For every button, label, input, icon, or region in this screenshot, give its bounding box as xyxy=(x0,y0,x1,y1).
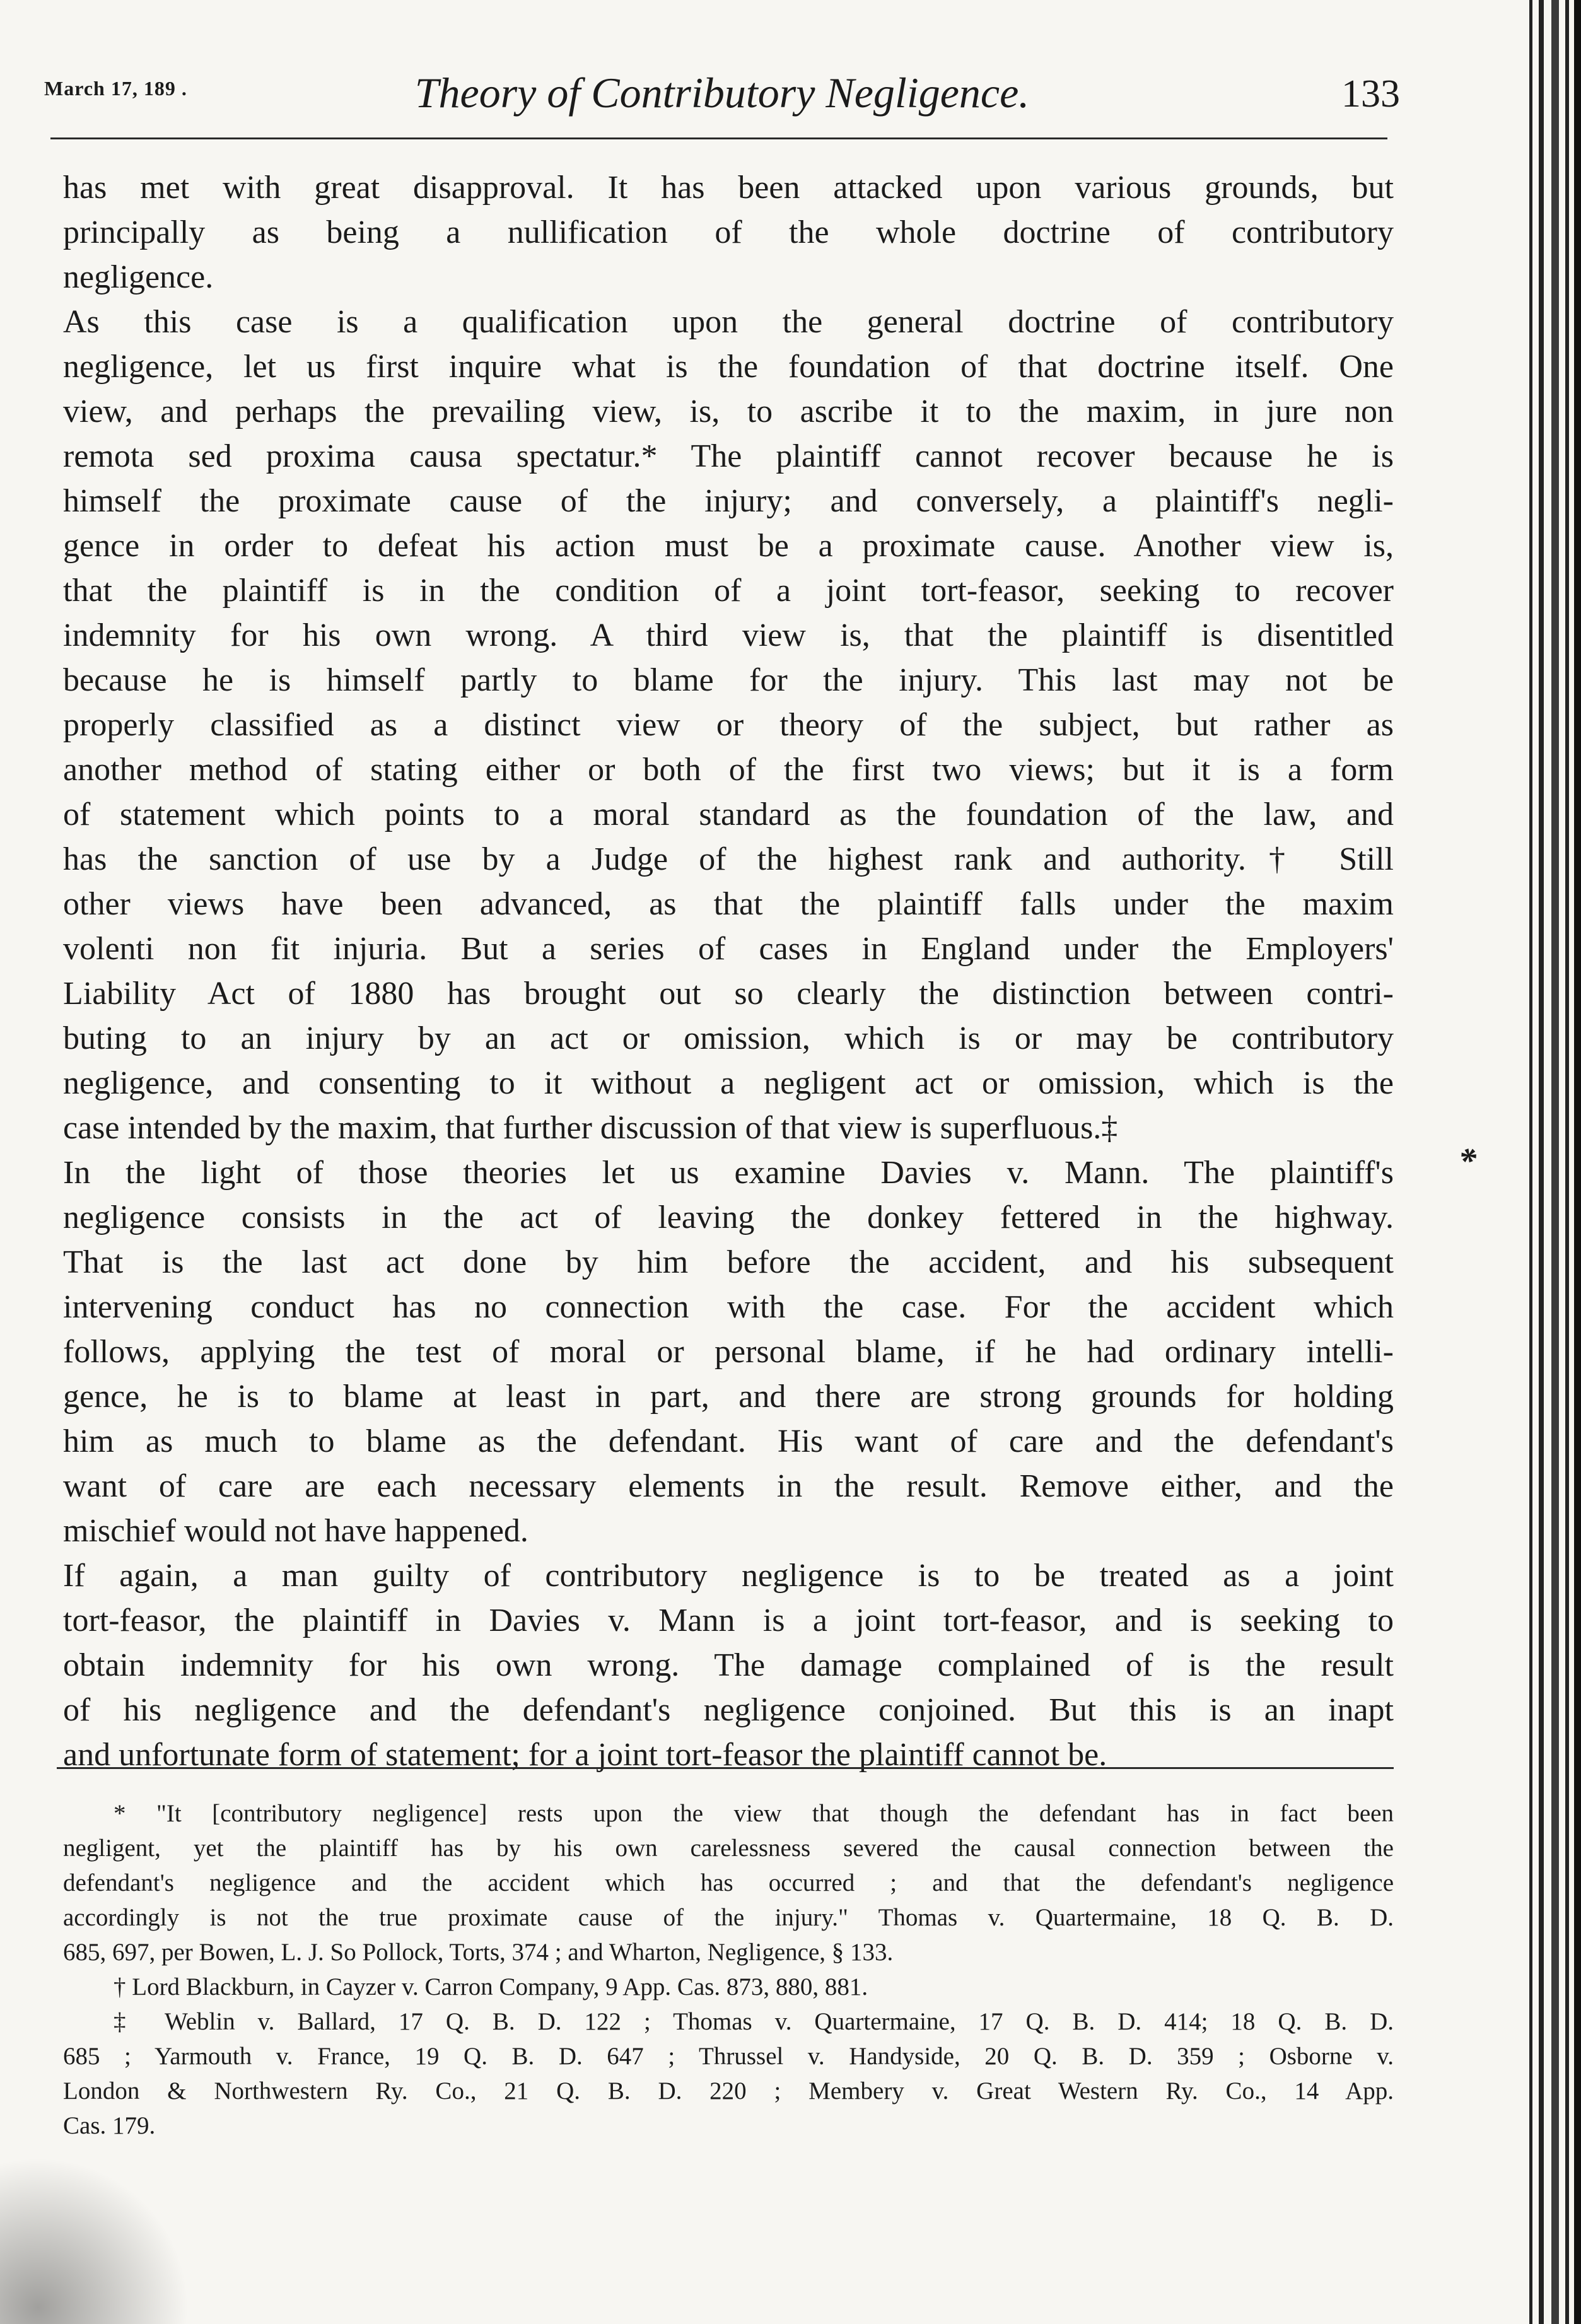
page-edge xyxy=(1539,0,1544,2324)
text-line: gence, he is to blame at least in part, and there are strong grounds for holding xyxy=(63,1379,1394,1415)
footnote-line: Cas. 179. xyxy=(63,2112,156,2139)
text-line: another method of stating either or both of the first two views; but it is a form xyxy=(63,752,1394,788)
text-line: case intended by the maxim, that further discussion of that view is superfluous.‡ xyxy=(63,1110,1118,1146)
page-edge xyxy=(1529,0,1532,2324)
text-line: and unfortunate form of statement; for a joint tort-feasor the plaintiff cannot be. xyxy=(63,1737,1107,1773)
text-line: himself the proximate cause of the injury; and conversely, a plaintiff's negli- xyxy=(63,483,1394,519)
text-line: buting to an injury by an act or omission, which is or may be contributory xyxy=(63,1020,1394,1056)
text-line: of his negligence and the defendant's negligence conjoined. But this is an inapt xyxy=(63,1692,1394,1728)
header-rule xyxy=(50,137,1387,139)
text-line: Liability Act of 1880 has brought out so clearly the distinction between contri- xyxy=(63,976,1394,1012)
text-line: has the sanction of use by a Judge of the highest rank and authority.† Still xyxy=(63,841,1394,877)
page-edge xyxy=(1551,0,1559,2324)
text-line: that the plaintiff is in the condition of a joint tort-feasor, seeking to recover xyxy=(63,573,1394,609)
text-line: negligence, and consenting to it without a negligent act or omission, which is the xyxy=(63,1065,1394,1101)
running-header xyxy=(44,68,1400,125)
footnote-line: defendant's negligence and the accident which has occurred ; and that the defendant's negligence xyxy=(63,1869,1394,1896)
margin-annotation: * xyxy=(1456,1139,1486,1182)
text-line: As this case is a qualification upon the general doctrine of contributory xyxy=(63,304,1394,340)
text-line: because he is himself partly to blame for the injury. This last may not be xyxy=(63,662,1394,698)
scan-stain xyxy=(0,2157,189,2324)
footnote-rule xyxy=(57,1767,1394,1769)
text-line: properly classified as a distinct view or theory of the subject, but rather as xyxy=(63,707,1394,743)
text-line: If again, a man guilty of contributory negligence is to be treated as a joint xyxy=(63,1558,1394,1594)
text-line: indemnity for his own wrong. A third view is, that the plaintiff is disentitled xyxy=(63,617,1394,653)
text-line: of statement which points to a moral standard as the foundation of the law, and xyxy=(63,797,1394,832)
footnote-line: negligent, yet the plaintiff has by his own carelessness severed the causal connection between the xyxy=(63,1835,1394,1862)
footnote-line: accordingly is not the true proximate cause of the injury." Thomas v. Quartermaine, 18 Q. B. D. xyxy=(63,1904,1394,1931)
text-line: In the light of those theories let us examine Davies v. Mann. The plaintiff's xyxy=(63,1155,1394,1191)
text-line: volenti non fit injuria. But a series of cases in England under the Employers' xyxy=(63,931,1394,967)
text-line: negligence consists in the act of leaving the donkey fettered in the highway. xyxy=(63,1200,1394,1235)
issue-date: March 17, 189 . xyxy=(44,77,187,100)
article-body xyxy=(63,165,1394,1777)
footnote-line: ‡ Weblin v. Ballard, 17 Q. B. D. 122 ; Thomas v. Quartermaine, 17 Q. B. D. 414; 18 Q. B. D. xyxy=(114,2008,1394,2035)
text-line: view, and perhaps the prevailing view, is, to ascribe it to the maxim, in jure non xyxy=(63,394,1394,429)
text-line: want of care are each necessary elements in the result. Remove either, and the xyxy=(63,1468,1394,1504)
text-line: gence in order to defeat his action must be a proximate cause. Another view is, xyxy=(63,528,1394,564)
text-line: remota sed proxima causa spectatur.* The plaintiff cannot recover because he is xyxy=(63,438,1394,474)
page-number: 133 xyxy=(1341,73,1400,115)
footnote-line: * "It [contributory negligence] rests upon the view that though the defendant has in fact been xyxy=(114,1800,1394,1827)
text-line: That is the last act done by him before the accident, and his subsequent xyxy=(63,1244,1394,1280)
text-line: other views have been advanced, as that the plaintiff falls under the maxim xyxy=(63,886,1394,922)
text-line: negligence, let us first inquire what is the foundation of that doctrine itself. One xyxy=(63,349,1394,385)
text-line: principally as being a nullification of the whole doctrine of contributory xyxy=(63,214,1394,250)
footnote-line: 685 ; Yarmouth v. France, 19 Q. B. D. 647 ; Thrussel v. Handyside, 20 Q. B. D. 359 ; Osborne v. xyxy=(63,2043,1394,2070)
footnote-line: 685, 697, per Bowen, L. J. So Pollock, Torts, 374 ; and Wharton, Negligence, § 133. xyxy=(63,1939,894,1966)
text-line: tort-feasor, the plaintiff in Davies v. Mann is a joint tort-feasor, and is seeking to xyxy=(63,1603,1394,1638)
text-line: negligence. xyxy=(63,259,214,295)
footnote-line: London & Northwestern Ry. Co., 21 Q. B. D. 220 ; Membery v. Great Western Ry. Co., 14 App. xyxy=(63,2077,1394,2105)
footnotes xyxy=(63,1796,1394,2143)
text-line: has met with great disapproval. It has been attacked upon various grounds, but xyxy=(63,170,1394,206)
footnote-line: † Lord Blackburn, in Cayzer v. Carron Company, 9 App. Cas. 873, 880, 881. xyxy=(114,1973,868,2000)
text-line: intervening conduct has no connection with the case. For the accident which xyxy=(63,1289,1394,1325)
text-line: obtain indemnity for his own wrong. The damage complained of is the result xyxy=(63,1647,1394,1683)
page-title: Theory of Contributory Negligence. xyxy=(414,69,1030,117)
text-line: follows, applying the test of moral or personal blame, if he had ordinary intelli- xyxy=(63,1334,1394,1370)
page-edge xyxy=(1565,0,1569,2324)
text-line: mischief would not have happened. xyxy=(63,1513,528,1549)
text-line: him as much to blame as the defendant. His want of care and the defendant's xyxy=(63,1423,1394,1459)
page-edge xyxy=(1574,0,1581,2324)
